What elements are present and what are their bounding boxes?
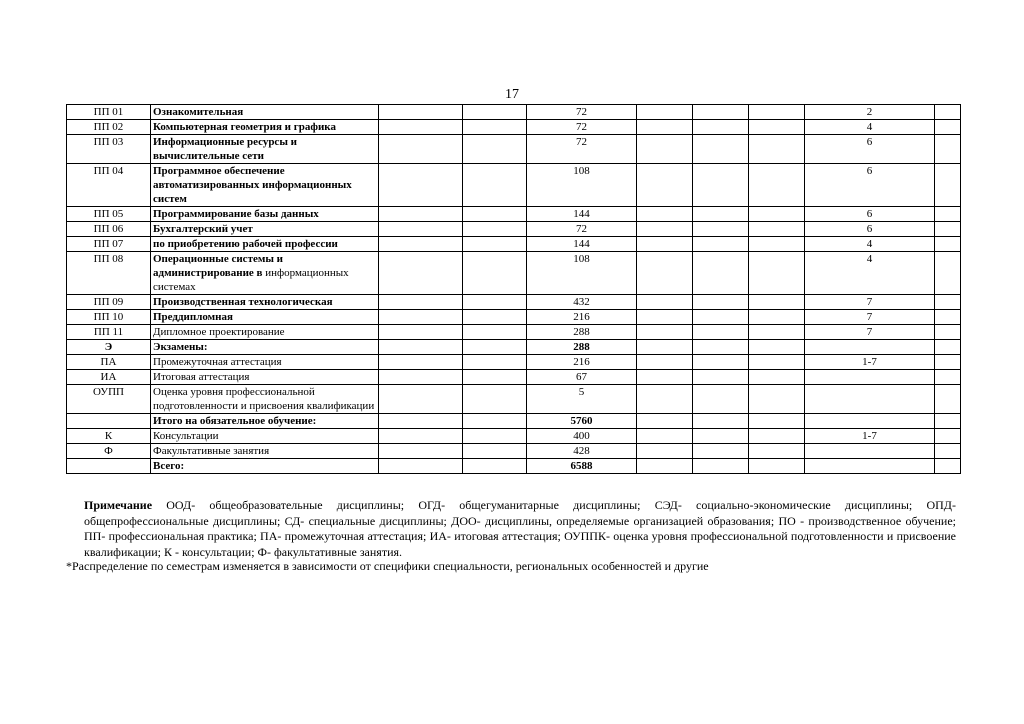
row-code: ПП 01 bbox=[67, 105, 151, 120]
empty-cell bbox=[637, 385, 693, 414]
empty-cell bbox=[693, 355, 749, 370]
row-hours: 108 bbox=[527, 252, 637, 295]
row-hours: 216 bbox=[527, 355, 637, 370]
empty-cell bbox=[379, 414, 463, 429]
empty-cell bbox=[637, 370, 693, 385]
row-code: ПП 02 bbox=[67, 120, 151, 135]
empty-cell bbox=[379, 295, 463, 310]
row-hours: 5760 bbox=[527, 414, 637, 429]
empty-cell bbox=[637, 135, 693, 164]
empty-cell bbox=[693, 120, 749, 135]
table-row bbox=[67, 385, 961, 414]
empty-cell bbox=[693, 222, 749, 237]
empty-cell bbox=[637, 164, 693, 207]
curriculum-table bbox=[66, 104, 961, 474]
empty-cell bbox=[749, 444, 805, 459]
row-code: ПП 10 bbox=[67, 310, 151, 325]
table-row bbox=[67, 295, 961, 310]
row-semester bbox=[805, 385, 935, 414]
row-code: Э bbox=[67, 340, 151, 355]
empty-cell bbox=[379, 459, 463, 474]
empty-cell bbox=[749, 237, 805, 252]
row-name: Экзамены: bbox=[151, 340, 379, 355]
empty-cell bbox=[749, 340, 805, 355]
empty-cell bbox=[693, 414, 749, 429]
empty-cell bbox=[637, 120, 693, 135]
table-row bbox=[67, 237, 961, 252]
row-code: Ф bbox=[67, 444, 151, 459]
row-code: ПП 04 bbox=[67, 164, 151, 207]
empty-cell bbox=[749, 370, 805, 385]
empty-cell bbox=[693, 164, 749, 207]
empty-cell bbox=[935, 135, 961, 164]
row-hours: 428 bbox=[527, 444, 637, 459]
row-semester: 6 bbox=[805, 135, 935, 164]
empty-cell bbox=[693, 135, 749, 164]
empty-cell bbox=[637, 295, 693, 310]
row-name: Производственная технологическая bbox=[151, 295, 379, 310]
empty-cell bbox=[463, 237, 527, 252]
row-name: Программное обеспечение автоматизированных информационных систем bbox=[151, 164, 379, 207]
empty-cell bbox=[463, 252, 527, 295]
empty-cell bbox=[637, 444, 693, 459]
empty-cell bbox=[749, 385, 805, 414]
table-row bbox=[67, 222, 961, 237]
empty-cell bbox=[463, 120, 527, 135]
row-code bbox=[67, 459, 151, 474]
empty-cell bbox=[935, 340, 961, 355]
row-hours: 144 bbox=[527, 207, 637, 222]
empty-cell bbox=[749, 355, 805, 370]
empty-cell bbox=[693, 429, 749, 444]
row-code: ПП 07 bbox=[67, 237, 151, 252]
row-name: Промежуточная аттестация bbox=[151, 355, 379, 370]
row-name: Информационные ресурсы и вычислительные сети bbox=[151, 135, 379, 164]
empty-cell bbox=[379, 207, 463, 222]
row-semester: 6 bbox=[805, 164, 935, 207]
empty-cell bbox=[693, 370, 749, 385]
table-row bbox=[67, 120, 961, 135]
empty-cell bbox=[463, 429, 527, 444]
note-label: Примечание bbox=[84, 498, 153, 512]
empty-cell bbox=[935, 459, 961, 474]
row-name: Итого на обязательное обучение: bbox=[151, 414, 379, 429]
row-semester: 1-7 bbox=[805, 429, 935, 444]
empty-cell bbox=[379, 385, 463, 414]
empty-cell bbox=[637, 414, 693, 429]
row-semester: 6 bbox=[805, 207, 935, 222]
row-name: Факультативные занятия bbox=[151, 444, 379, 459]
empty-cell bbox=[637, 207, 693, 222]
empty-cell bbox=[749, 120, 805, 135]
row-code: ПП 11 bbox=[67, 325, 151, 340]
row-name: Программирование базы данных bbox=[151, 207, 379, 222]
empty-cell bbox=[749, 295, 805, 310]
empty-cell bbox=[935, 355, 961, 370]
row-hours: 216 bbox=[527, 310, 637, 325]
row-code: ПП 05 bbox=[67, 207, 151, 222]
table-row bbox=[67, 310, 961, 325]
table-row bbox=[67, 429, 961, 444]
row-name: Преддипломная bbox=[151, 310, 379, 325]
empty-cell bbox=[463, 310, 527, 325]
empty-cell bbox=[935, 385, 961, 414]
empty-cell bbox=[693, 444, 749, 459]
empty-cell bbox=[637, 459, 693, 474]
row-name bbox=[151, 252, 379, 295]
row-hours: 67 bbox=[527, 370, 637, 385]
empty-cell bbox=[463, 207, 527, 222]
table-row bbox=[67, 164, 961, 207]
row-hours: 108 bbox=[527, 164, 637, 207]
empty-cell bbox=[379, 370, 463, 385]
row-name: Оценка уровня профессиональной подготовленности и присвоения квалификации bbox=[151, 385, 379, 414]
empty-cell bbox=[379, 120, 463, 135]
empty-cell bbox=[379, 237, 463, 252]
row-semester: 7 bbox=[805, 325, 935, 340]
empty-cell bbox=[693, 385, 749, 414]
row-hours: 400 bbox=[527, 429, 637, 444]
empty-cell bbox=[935, 237, 961, 252]
empty-cell bbox=[379, 135, 463, 164]
row-code: К bbox=[67, 429, 151, 444]
empty-cell bbox=[637, 429, 693, 444]
row-semester bbox=[805, 340, 935, 355]
row-name: Дипломное проектирование bbox=[151, 325, 379, 340]
empty-cell bbox=[463, 414, 527, 429]
table-row bbox=[67, 370, 961, 385]
empty-cell bbox=[749, 252, 805, 295]
empty-cell bbox=[935, 429, 961, 444]
empty-cell bbox=[935, 370, 961, 385]
empty-cell bbox=[749, 429, 805, 444]
empty-cell bbox=[693, 252, 749, 295]
row-semester: 7 bbox=[805, 310, 935, 325]
empty-cell bbox=[637, 222, 693, 237]
empty-cell bbox=[935, 105, 961, 120]
empty-cell bbox=[637, 310, 693, 325]
empty-cell bbox=[935, 207, 961, 222]
row-semester bbox=[805, 370, 935, 385]
row-code: ОУПП bbox=[67, 385, 151, 414]
row-hours: 432 bbox=[527, 295, 637, 310]
empty-cell bbox=[463, 164, 527, 207]
row-code: ПП 09 bbox=[67, 295, 151, 310]
empty-cell bbox=[935, 295, 961, 310]
empty-cell bbox=[749, 135, 805, 164]
empty-cell bbox=[935, 222, 961, 237]
empty-cell bbox=[379, 164, 463, 207]
row-hours: 72 bbox=[527, 105, 637, 120]
empty-cell bbox=[935, 164, 961, 207]
empty-cell bbox=[379, 310, 463, 325]
row-semester: 4 bbox=[805, 237, 935, 252]
empty-cell bbox=[379, 252, 463, 295]
empty-cell bbox=[463, 355, 527, 370]
row-name: Всего: bbox=[151, 459, 379, 474]
row-name-rest: информационных системах bbox=[153, 267, 349, 293]
empty-cell bbox=[379, 429, 463, 444]
empty-cell bbox=[693, 295, 749, 310]
empty-cell bbox=[463, 459, 527, 474]
empty-cell bbox=[637, 252, 693, 295]
row-semester: 6 bbox=[805, 222, 935, 237]
empty-cell bbox=[693, 459, 749, 474]
row-hours: 5 bbox=[527, 385, 637, 414]
empty-cell bbox=[637, 105, 693, 120]
empty-cell bbox=[463, 370, 527, 385]
table-row bbox=[67, 355, 961, 370]
row-semester bbox=[805, 414, 935, 429]
page-number: 17 bbox=[505, 87, 519, 102]
empty-cell bbox=[637, 237, 693, 252]
row-name: Компьютерная геометрия и графика bbox=[151, 120, 379, 135]
row-hours: 288 bbox=[527, 340, 637, 355]
empty-cell bbox=[379, 340, 463, 355]
row-semester: 7 bbox=[805, 295, 935, 310]
empty-cell bbox=[463, 385, 527, 414]
empty-cell bbox=[935, 325, 961, 340]
empty-cell bbox=[749, 414, 805, 429]
empty-cell bbox=[693, 105, 749, 120]
empty-cell bbox=[935, 310, 961, 325]
row-code: ИА bbox=[67, 370, 151, 385]
empty-cell bbox=[463, 295, 527, 310]
empty-cell bbox=[637, 355, 693, 370]
table-row bbox=[67, 444, 961, 459]
row-name: по приобретению рабочей профессии bbox=[151, 237, 379, 252]
empty-cell bbox=[463, 105, 527, 120]
row-code bbox=[67, 414, 151, 429]
table-row bbox=[67, 105, 961, 120]
table-row bbox=[67, 340, 961, 355]
row-hours: 6588 bbox=[527, 459, 637, 474]
row-name: Ознакомительная bbox=[151, 105, 379, 120]
footnote: *Распределение по семестрам изменяется в зависимости от специфики специальности, региональных особенностей и другие bbox=[66, 559, 709, 573]
table-row bbox=[67, 135, 961, 164]
row-semester: 4 bbox=[805, 252, 935, 295]
empty-cell bbox=[693, 325, 749, 340]
empty-cell bbox=[637, 340, 693, 355]
empty-cell bbox=[463, 444, 527, 459]
table-row bbox=[67, 414, 961, 429]
row-name: Консультации bbox=[151, 429, 379, 444]
table-row bbox=[67, 459, 961, 474]
empty-cell bbox=[749, 105, 805, 120]
empty-cell bbox=[935, 120, 961, 135]
empty-cell bbox=[749, 222, 805, 237]
empty-cell bbox=[463, 325, 527, 340]
row-hours: 72 bbox=[527, 120, 637, 135]
empty-cell bbox=[379, 325, 463, 340]
row-semester: 4 bbox=[805, 120, 935, 135]
row-code: ПП 08 bbox=[67, 252, 151, 295]
table-row bbox=[67, 207, 961, 222]
empty-cell bbox=[935, 414, 961, 429]
row-name: Бухгалтерский учет bbox=[151, 222, 379, 237]
row-semester: 1-7 bbox=[805, 355, 935, 370]
empty-cell bbox=[379, 444, 463, 459]
empty-cell bbox=[637, 325, 693, 340]
empty-cell bbox=[749, 164, 805, 207]
empty-cell bbox=[749, 310, 805, 325]
empty-cell bbox=[379, 222, 463, 237]
empty-cell bbox=[935, 252, 961, 295]
empty-cell bbox=[693, 310, 749, 325]
row-hours: 72 bbox=[527, 222, 637, 237]
row-name: Итоговая аттестация bbox=[151, 370, 379, 385]
row-code: ПП 03 bbox=[67, 135, 151, 164]
empty-cell bbox=[379, 105, 463, 120]
empty-cell bbox=[935, 444, 961, 459]
row-code: ПП 06 bbox=[67, 222, 151, 237]
empty-cell bbox=[693, 207, 749, 222]
row-semester bbox=[805, 459, 935, 474]
table-row bbox=[67, 252, 961, 295]
table-row bbox=[67, 325, 961, 340]
note bbox=[84, 498, 956, 560]
empty-cell bbox=[693, 237, 749, 252]
empty-cell bbox=[463, 340, 527, 355]
empty-cell bbox=[749, 207, 805, 222]
empty-cell bbox=[463, 135, 527, 164]
empty-cell bbox=[749, 325, 805, 340]
row-code: ПА bbox=[67, 355, 151, 370]
row-semester: 2 bbox=[805, 105, 935, 120]
row-name-bold: Операционные системы и администрирование в bbox=[153, 253, 284, 279]
row-hours: 72 bbox=[527, 135, 637, 164]
empty-cell bbox=[379, 355, 463, 370]
empty-cell bbox=[463, 222, 527, 237]
empty-cell bbox=[693, 340, 749, 355]
row-semester bbox=[805, 444, 935, 459]
row-hours: 144 bbox=[527, 237, 637, 252]
empty-cell bbox=[749, 459, 805, 474]
row-hours: 288 bbox=[527, 325, 637, 340]
note-text: ООД- общеобразовательные дисциплины; ОГД- общегуманитарные дисциплины; СЭД- социально-экономические дисциплины; ОПД- общепрофессиональные дисциплины; СД- специальные дисциплины; ДОО- дисциплины, определяемые организацией образования; ПО - производственное обучение; ПП- профессиональная практика; ПА- промежуточная аттестация; ИА- итоговая аттестация; ОУППК- оценка уровня профессиональной подготовленности и присвоение квалификации; К - консультации; Ф- факультативные занятия. bbox=[84, 498, 956, 559]
